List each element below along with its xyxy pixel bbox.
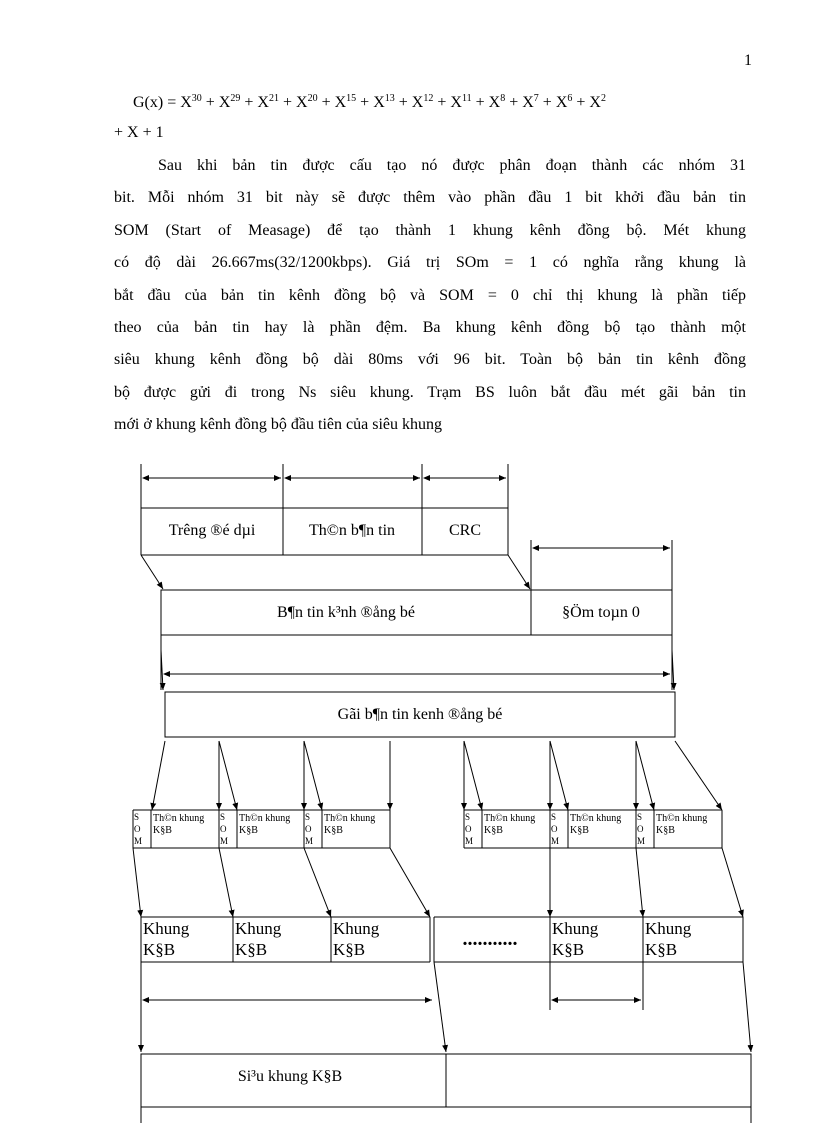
polynomial-term: $X^{20}$ + (296, 93, 335, 111)
paragraph-line: bộ được gửi đi trong Ns siêu khung. Trạm BS luôn bắt đầu mét gãi bản tin (114, 383, 746, 401)
som-letter-o: O (305, 824, 312, 834)
frame-body-label: K§B (153, 825, 172, 836)
sync-frame-label: Khung (645, 919, 692, 938)
sync-frame-label: Khung (333, 919, 380, 938)
superframe-label: Si³u khung K§B (237, 1068, 343, 1085)
term-exponent: 6 (567, 93, 573, 104)
frame-body-label: K§B (324, 825, 343, 836)
arrow (464, 741, 482, 810)
arrow (219, 741, 237, 810)
term-exponent: 2 (600, 93, 606, 104)
polynomial-tail: + X + 1 (114, 124, 164, 141)
som-letter-s: S (551, 812, 557, 822)
term-exponent: 13 (384, 93, 395, 104)
sync-frame-label: K§B (645, 940, 678, 959)
term-base: X (257, 94, 269, 111)
frame-body-label: K§B (484, 825, 503, 836)
polynomial-term: $X^{12}$ + (411, 93, 451, 111)
som-letter-s: S (134, 812, 140, 822)
frame-body-label: Th©n khung (484, 813, 536, 824)
field-crc-label: CRC (448, 522, 482, 539)
arrow (141, 555, 163, 589)
term-base: X (411, 94, 424, 111)
arrow (550, 741, 568, 810)
arrow (304, 741, 322, 810)
term-exponent: 30 (191, 93, 202, 104)
term-exponent: 15 (346, 93, 357, 104)
som-letter-o: O (637, 824, 644, 834)
frame-body-label: K§B (570, 825, 589, 836)
som-letter-s: S (637, 812, 643, 822)
frame-body-label: K§B (656, 825, 675, 836)
som-letter-o: O (134, 824, 141, 834)
term-exponent: 29 (230, 93, 241, 104)
frame-body-label: Th©n khung (570, 813, 622, 824)
sync-frame-label: K§B (235, 940, 268, 959)
sync-frame-label: Khung (235, 919, 282, 938)
frame-body-label: K§B (239, 825, 258, 836)
som-letter-o: O (551, 824, 558, 834)
polynomial-lhs: G(x) = (133, 94, 181, 111)
arrow (304, 848, 331, 917)
term-base: X (555, 94, 568, 111)
sync-frame-label: K§B (552, 940, 585, 959)
arrow (636, 741, 654, 810)
page-number: 1 (744, 52, 752, 69)
paragraph-line: Sau khi bản tin được cấu tạo nó được phân đoạn thành các nhóm 31 (158, 157, 746, 174)
som-letter-m: M (551, 836, 560, 846)
frame-body-label: Th©n khung (656, 813, 708, 824)
frame-body-label: Th©n khung (239, 813, 291, 824)
som-letter-o: O (465, 824, 472, 834)
frame-body-label: Th©n khung (324, 813, 376, 824)
term-base: X (334, 94, 347, 111)
ellipsis: ........... (462, 928, 518, 950)
arrow (722, 848, 743, 917)
term-base: X (180, 94, 192, 111)
sync-frame-label: K§B (143, 940, 176, 959)
packet-label: Gãi b¶n tin kenh ®ång bé (337, 706, 503, 723)
polynomial-term: $X^{13}$ + (373, 93, 412, 111)
arrow (743, 962, 751, 1052)
som-letter-m: M (134, 836, 143, 846)
arrow (219, 848, 233, 917)
sync-frame-label: K§B (333, 940, 366, 959)
paragraph-line: SOM (Start of Measage) để tạo thành 1 khung kênh đồng bộ. Mét khung (114, 221, 746, 239)
polynomial-term: $X^{11}$ + (450, 93, 489, 111)
arrow (152, 741, 165, 810)
field-body-label: Th©n b¶n tin (308, 522, 396, 539)
term-base: X (589, 94, 601, 111)
paragraph-line: theo của bản tin hay là phần đệm. Ba khung kênh đồng bộ tạo thành một (114, 318, 746, 336)
frame-body-label: Th©n khung (153, 813, 205, 824)
term-base: X (373, 94, 385, 111)
term-exponent: 7 (533, 93, 539, 104)
term-base: X (450, 94, 462, 111)
term-exponent: 12 (423, 93, 434, 104)
term-base: X (296, 94, 308, 111)
term-exponent: 8 (500, 93, 506, 104)
sync-frame-label: Khung (552, 919, 599, 938)
som-letter-m: M (637, 836, 646, 846)
polynomial-term: $X^8$ + (488, 93, 523, 111)
padding-zero-label: §Öm toµn 0 (562, 604, 640, 621)
arrow (434, 962, 446, 1052)
som-letter-m: M (465, 836, 474, 846)
arrow (675, 741, 722, 810)
sync-message-label: B¶n tin k³nh ®ång bé (277, 604, 415, 621)
polynomial-term: $X^7$ + (522, 93, 556, 111)
term-base: X (522, 94, 534, 111)
term-exponent: 20 (307, 93, 318, 104)
polynomial-term: $X^{29}$ + (218, 93, 258, 111)
polynomial-term: $X^6$ + (555, 93, 590, 111)
arrow (390, 848, 430, 917)
paragraph-line: bắt đầu của bản tin kênh đồng bộ và SOM = 0 chỉ thị khung là phần tiếp (114, 286, 746, 304)
polynomial-term: $X^{15}$ + (334, 93, 374, 111)
som-letter-o: O (220, 824, 227, 834)
term-exponent: 21 (268, 93, 279, 104)
som-letter-s: S (305, 812, 311, 822)
som-letter-s: S (465, 812, 471, 822)
arrow (636, 848, 643, 917)
term-exponent: 11 (461, 93, 472, 104)
field-length-label: Trêng ®é dµi (168, 522, 256, 539)
term-base: X (488, 94, 501, 111)
paragraph-line: bit. Mỗi nhóm 31 bit này sẽ được thêm vào phần đầu 1 bit khởi đầu bản tin (114, 189, 746, 207)
paragraph-line: siêu khung kênh đồng bộ dài 80ms với 96 bit. Toàn bộ bản tin kênh đồng (114, 351, 746, 369)
paragraph-line: có độ dài 26.667ms(32/1200kbps). Giá trị SOm = 1 có nghĩa rằng khung là (114, 254, 746, 272)
polynomial-term: $X^{30}$ + (180, 93, 219, 111)
som-letter-s: S (220, 812, 226, 822)
som-letter-m: M (305, 836, 314, 846)
paragraph-line: mới ở khung kênh đồng bộ đầu tiên của siêu khung (114, 416, 442, 434)
som-letter-m: M (220, 836, 229, 846)
term-base: X (218, 94, 231, 111)
arrow (133, 848, 141, 917)
arrow (508, 555, 530, 589)
sync-frame-label: Khung (143, 919, 190, 938)
polynomial-term: $X^{21}$ + (257, 93, 297, 111)
